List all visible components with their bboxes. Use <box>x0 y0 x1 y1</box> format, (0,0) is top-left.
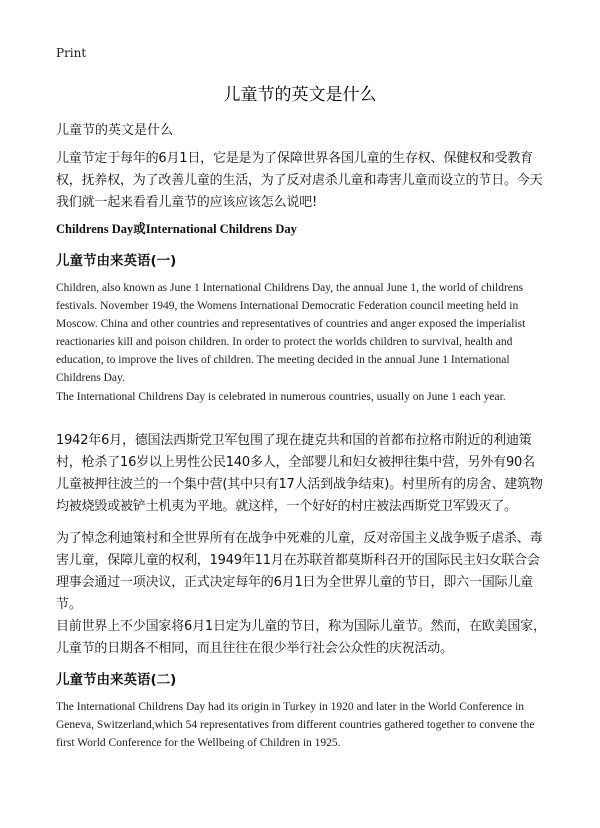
section-1-chinese-paragraph-2: 为了悼念利迪策村和全世界所有在战争中死难的儿童，反对帝国主义战争贩子虐杀、毒害儿童，保障儿童的权利，1949年11月在苏联首都莫斯科召开的国际民主妇女联合会理事会通过一项决议，正式决定每年的6月1日为全世界儿童的节日，即六一国际儿童节。 <box>56 531 543 612</box>
english-name-heading: Childrens Day或International Childrens Day <box>56 222 297 236</box>
intro-paragraph: 儿童节定于每年的6月1日，它是是为了保障世界各国儿童的生存权、保健权和受教育权，抚养权，为了改善儿童的生活，为了反对虐杀儿童和毒害儿童而设立的节日。今天我们就一起来看看儿童节的应该应该怎么说吧! <box>56 151 543 210</box>
print-link[interactable]: Print <box>56 46 87 60</box>
section-2-heading: 儿童节由来英语(二) <box>56 672 177 688</box>
section-2-english-paragraph-1: The International Childrens Day had its origin in Turkey in 1920 and later in the World Conference in Geneva, Switzerland,which 54 representatives from different countries gathered together to convene the first World Conference for the Wellbeing of Children in 1925. <box>56 701 535 749</box>
section-1-english-paragraph-1: Children, also known as June 1 International Childrens Day, the annual June 1, the world of childrens festivals. November 1949, the Womens International Democratic Federation council meeting held in Moscow. China and other countries and representatives of countries and anger exposed the imperialist reactionaries kill and poison children. In order to protect the worlds children to survival, health and education, to improve the lives of children. The meeting decided in the annual June 1 International Childrens Day. <box>56 282 526 384</box>
section-1-heading: 儿童节由来英语(一) <box>56 253 177 269</box>
page-title: 儿童节的英文是什么 <box>223 85 377 105</box>
section-1-chinese-paragraph-3: 目前世界上不少国家将6月1日定为儿童的节日，称为国际儿童节。然而，在欧美国家，儿童节的日期各不相同，而且往往在很少举行社会公众性的庆祝活动。 <box>56 619 546 656</box>
subtitle: 儿童节的英文是什么 <box>56 123 174 138</box>
section-1-chinese-paragraph-1: 1942年6月，德国法西斯党卫军包围了现在捷克共和国的首都布拉格市附近的利迪策村，枪杀了16岁以上男性公民140多人，全部婴儿和妇女被押往集中营，另外有90名儿童被押往波兰的一个集中营(其中只有17人活到战争结束)。村里所有的房舍、建筑物均被烧毁或被铲土机夷为平地。就这样，一个好好的村庄被法西斯党卫军毁灭了。 <box>56 433 543 514</box>
section-1-english-paragraph-2: The International Childrens Day is celebrated in numerous countries, usually on June 1 each year. <box>56 391 506 403</box>
